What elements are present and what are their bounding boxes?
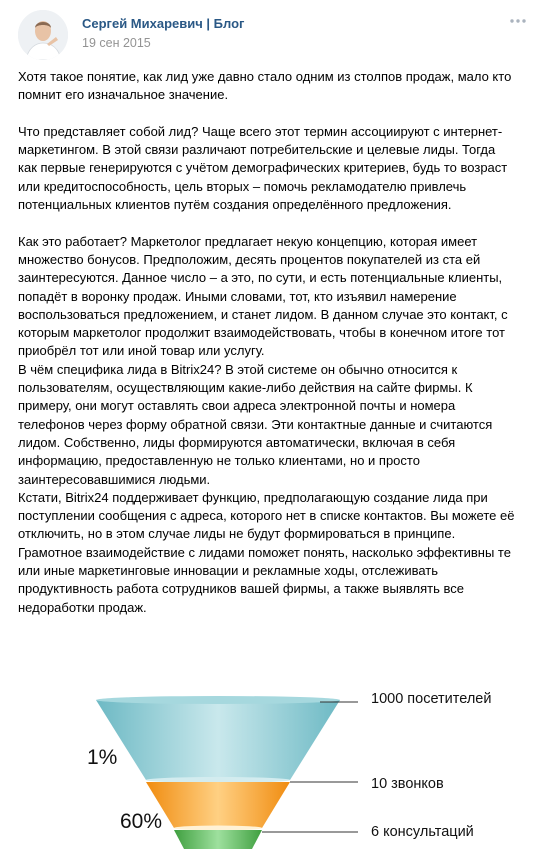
funnel-percent-label: 60% bbox=[120, 810, 163, 833]
post-text-line: заинтересуются. Данное число – а это, по сути, и есть потенциальные клиенты, bbox=[18, 270, 503, 286]
post-text-line: как первые генерируются с учётом демографических критериев, будь то возраст bbox=[18, 160, 508, 176]
post-text-line: множество бонусов. Предположим, десять процентов покупателей из ста ей bbox=[18, 251, 481, 267]
post-text-line: или иные маркетинговые инновации и рекламные ходы, отслеживать bbox=[18, 563, 439, 579]
post-header bbox=[18, 10, 528, 60]
post-text-line: заинтересовавшимися людьми. bbox=[18, 471, 211, 487]
avatar-photo bbox=[18, 10, 68, 60]
paragraph-gap bbox=[18, 214, 526, 232]
funnel-stage-label: 10 звонков bbox=[371, 776, 444, 792]
funnel-percent-label: 1% bbox=[87, 746, 118, 769]
funnel-middle-segment bbox=[146, 782, 290, 828]
post-date-link[interactable]: 19 сен 2015 bbox=[82, 36, 151, 50]
sales-funnel-image bbox=[0, 676, 540, 849]
post-text-line: Как это работает? Маркетолог предлагает некую концепцию, которая имеет bbox=[18, 233, 478, 249]
post-text-line: или кредитоспособность, цель вторых – помочь рекламодателю привлечь bbox=[18, 178, 467, 194]
more-actions-button[interactable] bbox=[508, 14, 528, 28]
post-text-line: попадёт в воронку продаж. Иными словами, тот, кто изъявил намерение bbox=[18, 288, 457, 304]
post-text-line: В чём специфика лида в Bitrix24? В этой системе он обычно относится к bbox=[18, 361, 458, 377]
funnel-top-segment bbox=[96, 700, 340, 780]
paragraph-gap bbox=[18, 105, 526, 123]
post-text-line: воспользоваться предложением, и станет лидом. В данном случае это контакт, с bbox=[18, 306, 508, 322]
post-text-line: приобрёл тот или иной товар или услугу. bbox=[18, 343, 265, 359]
post-text-line: примеру, они могут оставлять свои адреса электронной почты и номера bbox=[18, 398, 456, 414]
post-text bbox=[18, 68, 526, 617]
post-text-line: которым маркетолог продолжит взаимодействовать, чтобы в конечном итоге тот bbox=[18, 325, 505, 341]
funnel-stage-label: 6 консультаций bbox=[371, 824, 474, 840]
post-text-line: лидом. Собственно, лиды формируются автоматически, включая в себя bbox=[18, 434, 456, 450]
post-text-line: Хотя такое понятие, как лид уже давно стало одним из столпов продаж, мало кто bbox=[18, 69, 512, 84]
post-text-line: Кстати, Bitrix24 поддерживает функцию, предполагающую создание лида при bbox=[18, 489, 488, 505]
post-text-line: маркетингом. В этой связи различают потребительские и целевые лиды. Тогда bbox=[18, 142, 496, 158]
post-text-line: недоработки продаж. bbox=[18, 599, 147, 615]
post-text-line: телефонов через форму обратной связи. Эти контактные данные и считаются bbox=[18, 416, 493, 432]
post-text-line: Что представляет собой лид? Чаще всего этот термин ассоциируют с интернет- bbox=[18, 123, 503, 139]
post-text-line: потенциальных клиентов путём создания определённого предложения. bbox=[18, 197, 452, 213]
funnel-bottom-segment bbox=[174, 830, 262, 849]
post-text-line: отключить, но в этом случае лиды не будут формироваться в принципе. bbox=[18, 526, 456, 542]
funnel-stage-label: 1000 посетителей bbox=[371, 691, 492, 707]
post-text-line: информацию, предоставленную не только клиентами, но и просто bbox=[18, 453, 420, 469]
author-avatar[interactable] bbox=[18, 10, 68, 60]
post-text-line: поступлении сообщения с адреса, которого нет в списке контактов. Вы можете её bbox=[18, 508, 515, 524]
funnel-rim bbox=[96, 696, 340, 704]
author-name-link[interactable]: Сергей Михаревич | Блог bbox=[82, 16, 245, 31]
post-text-line: продуктивность работа сотрудников вашей фирмы, а также выявлять все bbox=[18, 581, 464, 597]
post-text-line: Грамотное взаимодействие с лидами поможет понять, насколько эффективны те bbox=[18, 544, 511, 560]
post-text-line: помнит его изначальное значение. bbox=[18, 87, 229, 103]
more-horizontal-icon bbox=[508, 14, 528, 28]
post-text-line: пользователям, осуществляющим какие-либо действия на сайте фирмы. К bbox=[18, 380, 473, 396]
